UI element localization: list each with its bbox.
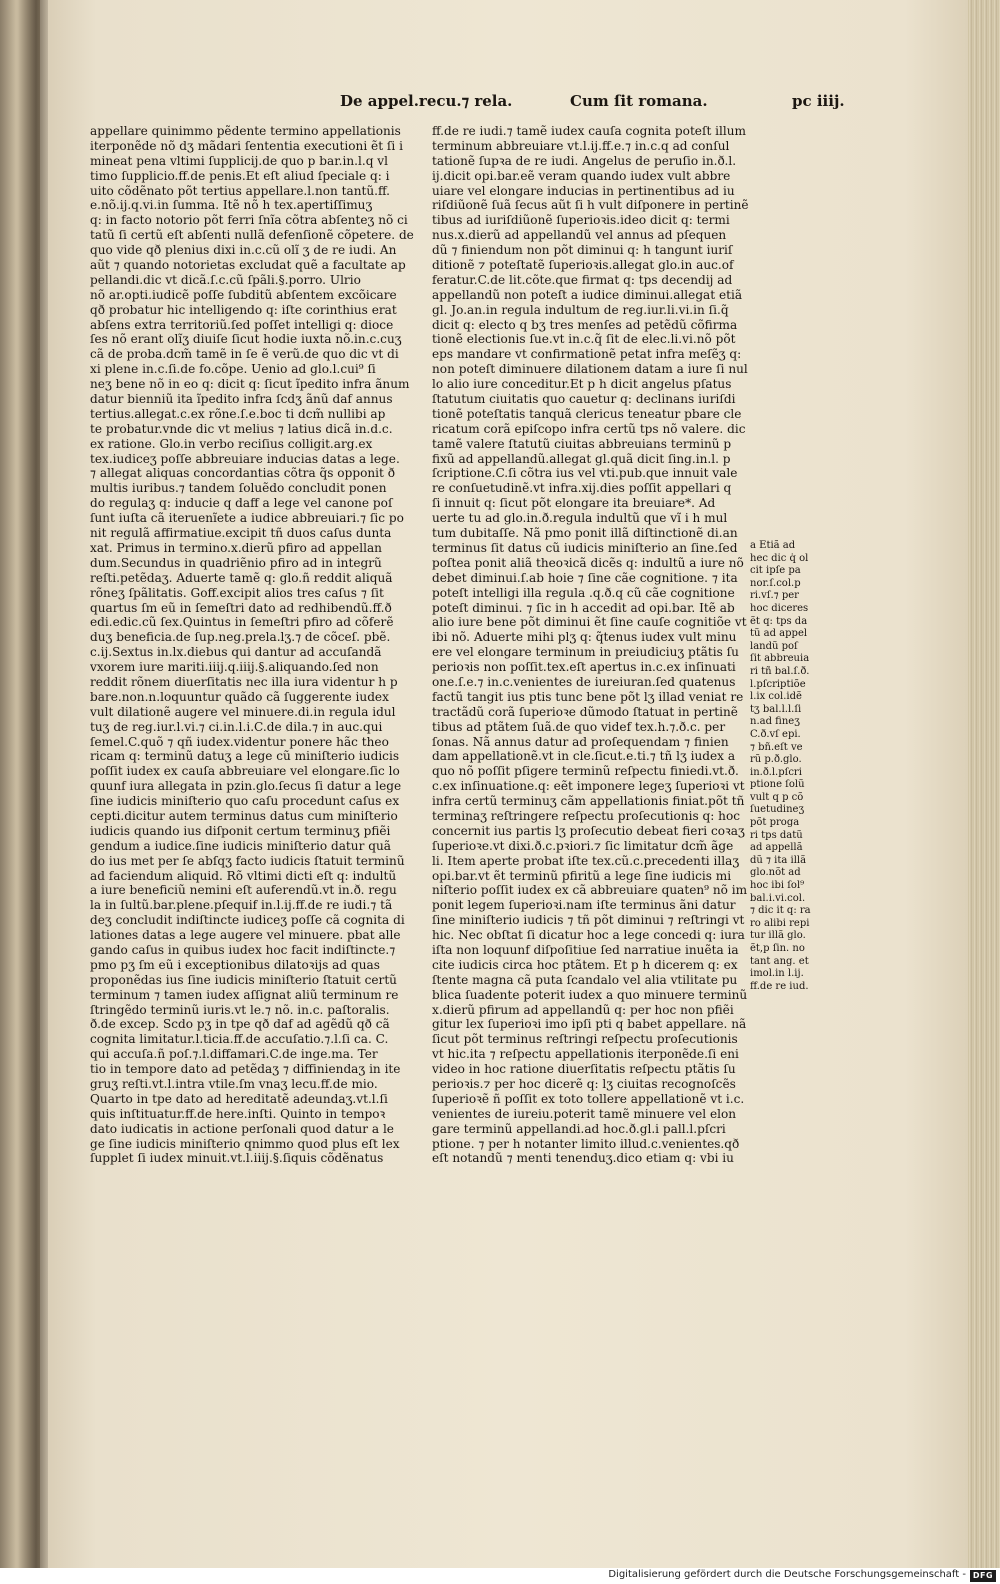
text-line: terminaʒ reſtringere reſpectu proſecutionis q: hoc [432,808,740,823]
margin-note-line: tũ ad appel [750,628,808,640]
text-line: edi.edic.cũ ſex.Quintus in ſemeſtri pfiro ad cõferẽ [90,615,394,630]
margin-note-line: ẽt q: tps da [750,615,808,627]
text-line: dicit q: electo q bʒ tres menſes ad petẽdũ cõfirma [432,317,738,332]
text-line: ſupplet ſi iudex minuit.vt.l.iiij.§.ſiquis cõdẽnatus [90,1151,384,1166]
text-line: ſi innuit q: ſicut põt elongare ita breuiare*. Ad [432,496,716,511]
margin-note-line: hec di̇c q̇ ol [750,552,809,564]
margin-note-line: in.ð.l.pſcri [750,766,802,778]
text-line: poteſt intelligi illa regula .q.ð.q cũ cãe cognitione [432,585,735,600]
margin-note-line: ⁊ di̇c it q: ra [750,905,811,917]
text-line: quartus ſm eũ in ſemeſtri dato ad redhibendũ.ff.ð [90,600,392,615]
text-line: cite iudicis circa hoc ptãtem. Et p h dicerem q: ex [432,957,738,972]
text-line: dum.Secundus in quadriẽnio pfiro ad in integrũ [90,555,382,570]
digitization-footer [0,1568,1000,1584]
text-line: tio in tempore dato ad petẽdaʒ ⁊ diffiniendaʒ in ite [90,1062,401,1077]
margin-note-line: bal.i.vi.col. [750,892,806,904]
text-line: ſes nõ erant olĩʒ diuiſe ſicut hodie iuxta nõ.in.c.cuʒ [90,332,402,347]
text-line: re conſuetudinẽ.vt infra.xij.dies poſſit appellari q [432,481,732,496]
text-line: Quarto in tpe dato ad hereditatẽ adeundaʒ.vt.l.ſi [90,1091,388,1106]
margin-note-line: landũ poſ [750,640,798,652]
margin-note-line: l.ix col.idẽ [750,691,802,703]
text-line: vult dilationẽ augere vel minuere.di.in regula idul [90,704,396,719]
margin-note-line: glo.nõt ad [750,867,801,879]
text-line: blica ſuadente poterit iudex a quo minuere terminũ [432,987,748,1002]
text-column-left [90,124,440,1166]
text-column-right [432,124,780,1166]
text-line: nus.x.dierũ ad appellandũ vel annus ad pſequen [432,228,727,243]
text-line: reſti.petẽdaʒ. Aduerte tamẽ q: glo.ñ reddit aliquã [90,570,393,585]
text-line: li. Item aperte probat iſte tex.cũ.c.precedenti illaʒ [432,853,740,868]
text-line: ſonas. Nã annus datur ad proſequendam ⁊ finien [432,734,729,749]
text-line: reddit rõnem diuerſitatis nec illa iura videntur h p [90,674,398,689]
text-line: eſt notandũ ⁊ menti tenenduʒ.dico etiam q: vbi iu [432,1151,734,1166]
text-line: nõ ar.opti.iudicẽ poſſe ſubditũ abſentem excõicare [90,287,397,302]
text-line: appellare quinimmo pẽdente termino appellationis [90,124,401,138]
text-line: c.ex inſinuatione.q: eẽt imponere legeʒ ſuperioꝛi vt [432,779,745,794]
text-line: qui accuſa.ñ poſ.⁊.l.diffamari.C.de inge.ma. Ter [90,1047,378,1062]
text-line: ricam q: terminũ datuʒ a lege cũ miniſterio iudicis [90,749,400,764]
text-line: tatũ ſi certũ eſt abſenti nullã defenſionẽ cõpetere. de [90,228,414,243]
text-line: one.ſ.e.⁊ in.c.venientes de iureiuran.ſed quatenus [432,674,736,689]
text-line: ptione. ⁊ per h notanter limito illud.c.venientes.qð [432,1136,740,1151]
text-line: uerte tu ad glo.in.ð.regula indultũ que vĩ i h mul [432,511,728,526]
text-line: debet diminui.ſ.ab hoie ⁊ ſine cãe cognitione. ⁊ ita [432,570,738,585]
folio-number: pc iiij. [792,92,845,110]
text-line: factũ tangit ius ptis tunc bene põt lʒ illad veniat re [432,689,744,704]
text-line: cognita limitatur.l.ticia.ff.de accuſatio.⁊.l.ſi ca. C. [90,1032,389,1047]
text-line: rõneʒ ſpãlitatis. Goff.excipit alios tres caſus ⁊ ſit [90,585,384,600]
text-line: terminum abbreuiare vt.l.ij.ff.e.⁊ in.c.q ad conſul [432,138,730,153]
text-line: poſtea ponit aliã theoꝛicã dicẽs q: indultũ a iure nõ [432,555,744,570]
margin-note-line: tʒ bal.l.l.ſi [750,703,802,715]
text-line: ⁊ allegat aliquas concordantias cõtra q̃s opponit ð [90,466,395,481]
text-line: tionẽ electionis ſue.vt in.c.q̃ ſit de elec.li.vi.nõ põt [432,332,736,347]
text-line: quis inſtituatur.ff.de here.inſti. Quinto in tempoꝛ [90,1106,386,1121]
text-line: quo vide qð plenius dixi in.c.cũ olĩ ʒ de re iudi. An [90,243,397,258]
margin-note-line: imol.in l.ij. [750,968,804,980]
text-line: mineat pena vltimi ſupplicij.de quo p bar.in.l.q vl [90,153,388,168]
text-line: ij.dicit opi.bar.eẽ veram quando iudex vult abbre [432,168,731,183]
text-line: ſine miniſterio iudicis ⁊ tñ põt diminui ⁊ reſtringi vt [432,913,745,928]
text-line: a iure beneficiũ nemini eſt auferendũ.vt in.ð. regu [90,883,397,898]
margin-note-line: ri tps datũ [750,829,803,841]
text-line: pellandi.dic vt dicã.ſ.c.cũ ſpãli.§.porro. Ulrio [90,272,361,287]
text-line: nit regulã affirmatiue.excipit tñ duos caſus dunta [90,526,392,541]
text-line: dũ ⁊ finiendum non põt diminui q: h tangunt iuriſ [432,243,733,258]
margin-note-line: nor.ſ.col.p [750,577,801,589]
text-line: ſuperioꝛẽ ñ poſſit ex toto tollere appellationẽ vt i.c. [432,1091,745,1106]
text-line: ge ſine iudicis miniſterio qnimmo quod plus eſt lex [90,1136,400,1151]
text-line: opi.bar.vt ẽt terminũ pfiritũ a lege ſine iudicis mi [432,868,732,883]
text-line: tuʒ de reg.iur.l.vi.⁊ ci.in.l.i.C.de dila.⁊ in auc.qui [90,719,383,734]
margin-note-line: dũ ⁊ ita illã [750,854,807,866]
margin-note-line: rũ p.ð.glo. [750,754,802,766]
text-line: perioꝛis.⁊ per hoc dicerẽ q: lʒ ciuitas recognoſcẽs [432,1077,736,1091]
text-line: poteſt diminui. ⁊ ſic in h accedit ad opi.bar. Itẽ ab [432,600,735,615]
text-line: iſta non loquunf diſpoſitiue ſed narratiue inuẽta ia [432,942,739,957]
margin-note-line: vult q p cõ [750,791,804,803]
text-line: infra certũ terminuʒ cãm appellationis finiat.põt tñ [432,794,745,809]
text-line: c.ij.Sextus in.lx.diebus qui dantur ad accuſandã [90,645,382,660]
text-line: ibi nõ. Aduerte mihi plʒ q: q̃tenus iudex vult minu [432,630,737,645]
text-line: ex ratione. Glo.in verbo reciſius colligit.arg.ex [90,436,373,451]
margin-note-line: a Etiã ad [750,540,796,551]
book-gutter [18,0,48,1568]
text-line: eps mandare vt confirmationẽ petat infra meſẽʒ q: [432,347,742,362]
text-line: gruʒ reſti.vt.l.intra vtile.ſm vnaʒ lecu.ff.de mio. [90,1077,378,1091]
text-line: fixũ ad appellandũ.allegat gl.quã dicit ſing.in.l. p [432,451,731,466]
margin-note-line: n.ad fineʒ [750,716,800,728]
text-line: vt hic.ita ⁊ reſpectu appellationis iterponẽde.ſi eni [432,1047,739,1062]
margin-note-line: ro alibi repi [750,917,810,929]
margin-note-line: ⁊ bñ.eſt ve [750,741,803,753]
text-line: ſicut põt terminus reſtringi reſpectu proſecutionis [432,1032,738,1047]
text-line: iudicis quando ius diſponit certum terminuʒ pfiẽi [90,823,391,838]
text-line: abſens extra territoriũ.ſed poſſet intelligi q: dioce [90,317,394,332]
text-line: ponit legem ſuperioꝛi.nam iſte terminus ãni datur [432,898,736,913]
text-line: lo alio iure conceditur.Et p h dicit angelus pſatus [432,377,732,392]
margin-note-line: cit ipſe pa [750,565,801,577]
text-line: ad faciendum aliquid. Rõ vltimi dicti eſt q: indultũ [90,868,397,883]
text-line: do ius met per ſe abſqʒ facto iudicis ſtatuit terminũ [90,853,405,868]
text-line: xi plene in.c.ſi.de fo.cõpe. Uenio ad glo.l.cui⁹ ſi [90,362,376,377]
text-line: ſtringẽdo terminũ iuris.vt le.⁊ nõ. in.c. paſtoralis. [90,1002,390,1017]
text-line: non poteſt diminuere dilationem datam a iure ſi nul [432,362,748,377]
text-line: lationes datas a lege augere vel minuere. pbat alle [90,928,401,943]
text-line: gare terminũ appellandi.ad hoc.ð.gl.i pall.l.pſcri [432,1121,726,1136]
text-line: tractãdũ corã ſuperioꝛe dũmodo ſtatuat in pertinẽ [432,704,738,719]
text-line: ff.de re iudi.⁊ tamẽ iudex cauſa cognita poteſt illum [432,124,747,138]
text-line: quo nõ poſſit pſigere terminũ reſpectu finiedi.vt.ð. [432,764,739,779]
text-line: proponẽdas ius ſine iudicis miniſterio ſtatuit certũ [90,972,397,987]
text-line: venientes de iureiu.poterit tamẽ minuere vel elon [432,1106,737,1121]
text-line: ricatum corã epiſcopo infra certũ tps nõ valere. dic [432,421,746,436]
page-block-edge [968,0,1000,1568]
text-line: te probatur.vnde dic vt melius ⁊ latius dicã in.d.c. [90,421,393,436]
text-line: qð probatur hic intelligendo q: iſte corinthius erat [90,302,397,317]
text-line: vxorem iure mariti.iiij.q.iiij.§.aliquando.ſed non [90,660,379,675]
text-line: neʒ bene nõ in eo q: dicit q: ſicut ĩpedito infra ãnum [90,377,410,392]
text-line: bare.non.n.loquuntur quãdo cã ſuggerente iudex [90,689,389,704]
text-line: do regulaʒ q: inducie q daff a lege vel canone poſ [90,496,393,511]
text-line: poſſit iudex ex cauſa abbreuiare vel elongare.ſic lo [90,764,400,779]
margin-note-line: hoc ibi ſol⁹ [750,880,805,892]
margin-note-line: tant ang. et [750,955,809,967]
marginal-note [750,540,840,993]
text-line: gl. Jo.an.in regula indultum de reg.iur.li.vi.in ſi.q̃ [432,302,729,317]
text-line: duʒ beneficia.de ſup.neg.prela.lʒ.⁊ de cõceſ. pbẽ. [90,630,391,645]
text-line: datur bienniũ ita ĩpedito infra ſcdʒ ãnũ daf annus [90,392,393,407]
text-line: niſterio poſſit iudex ex cã abbreuiare quaten⁹ nõ im [432,883,748,898]
text-line: pmo pʒ ſm eũ i exceptionibus dilatoꝛijs ad quas [90,957,380,972]
margin-note-line: hoc diceres [750,602,809,614]
text-line: concernit ius partis lʒ proſecutio debeat fieri coꝛaʒ [432,823,745,838]
text-line: ſcriptione.C.ſi cõtra ius vel vti.pub.que innuit vale [432,466,738,481]
text-line: quunf iura allegata in pzin.glo.ſecus ſi datur a lege [90,779,402,794]
text-line: alio iure bene põt diminui ẽt ſine cauſe cognitiõe vt [432,615,747,630]
margin-note-line: ri.vſ.⁊ per [750,590,799,602]
text-line: hic. Nec obſtat ſi dicatur hoc a lege concedi q: iura [432,928,745,943]
margin-note-line: ſuetudineʒ [750,804,805,816]
text-line: ſine iudicis miniſterio quo caſu procedunt caſus ex [90,794,400,809]
text-line: ſuperioꝛe.vt dixi.ð.c.pꝛiori.⁊ ſic limitatur dcm̃ ãge [432,838,734,853]
text-line: e.nõ.ij.q.vi.in ſumma. Itẽ nõ h tex.apertiſſimuʒ [90,198,373,213]
text-line: gitur lex ſuperioꝛi imo ipſi pti q babet appellare. nã [432,1017,747,1032]
margin-note-line: tur illã glo. [750,930,806,942]
text-line: tationẽ ſupꝛa de re iudi. Angelus de peruſio in.ð.l. [432,153,737,168]
margin-note-line: ff.de re iud. [750,980,809,992]
text-line: riſdiũonẽ ſuã ſecus aũt ſi h vult diſponere in pertinẽ [432,198,749,213]
text-line: la in ſultũ.bar.plene.pſequif in.l.ij.ff.de re iudi.⁊ tã [90,898,393,913]
text-line: deʒ concludit indiſtincte iudiceʒ poſſe cã cognita di [90,913,405,928]
text-line: video in hoc ratione diuerſitatis reſpectu ptãtis ſu [432,1062,736,1077]
running-head-left: De appel.recu.⁊ rela. [340,92,513,110]
text-line: feratur.C.de lit.cõte.que firmat q: tps decendij ad [432,272,733,287]
text-line: ſemel.C.quõ ⁊ qñ iudex.videntur ponere hãc theo [90,734,389,749]
text-line: appellandũ non poteſt a iudice diminui.allegat etiã [432,287,743,302]
text-line: iterponẽde nõ dʒ mãdari ſententia executioni ẽt ſi i [90,138,403,153]
text-line: tibus ad iuriſdiũonẽ ſuperioꝛis.ideo dicit q: termi [432,213,730,228]
text-line: x.dierũ pfirum ad appellandũ q: per hoc non pfiẽi [432,1002,734,1017]
text-line: terminus ſit datus cũ iudicis miniſterio an ſine.ſed [432,540,738,555]
funding-credit: Digitalisierung gefördert durch die Deutsche Forschungsgemeinschaft - [608,1569,966,1580]
running-head [40,92,980,116]
text-line: perioꝛis non poſſit.tex.eſt apertus in.c.ex inſinuati [432,660,736,675]
text-line: cepti.dicitur autem terminus datus cum miniſterio [90,808,398,823]
text-line: dam appellationẽ.vt in cle.ſicut.e.ti.⁊ tñ lʒ iudex a [432,749,736,764]
margin-note-line: ſit abbreuia [750,653,810,665]
text-line: ſunt iuſta cã iteruenĩete a iudice abbreuiari.⁊ ſic po [90,511,404,526]
text-line: multis iuribus.⁊ tandem ſoluẽdo concludit ponen [90,481,387,496]
margin-note-line: ri tñ bal.ſ.ð. [750,665,810,677]
margin-note-line: C.ð.vſ epi. [750,728,801,740]
margin-note-line: ad appellã [750,842,803,854]
text-line: cã de proba.dcm̃ tamẽ in ſe ẽ verũ.de quo dic vt di [90,347,399,362]
text-line: ditionẽ ⁊ poteſtatẽ ſuperioꝛis.allegat glo.in auc.of [432,258,734,273]
text-line: ere vel elongare terminum in preiudiciuʒ ptãtis ſu [432,645,739,660]
text-line: terminum ⁊ tamen iudex aſſignat aliũ terminum re [90,987,399,1002]
text-line: gendum a iudice.ſine iudicis miniſterio datur quã [90,838,391,853]
book-page [40,0,980,1568]
text-line: gando caſus in quibus iudex hoc facit indiſtincte.⁊ [90,942,396,957]
text-line: tex.iudiceʒ poſſe abbreuiare inducias datas a lege. [90,451,400,466]
running-head-center: Cum ſit romana. [570,92,708,110]
text-line: tionẽ poteſtatis tanquã clericus teneatur pbare cle [432,406,742,421]
text-line: tibus ad ptãtem ſuã.de quo videf tex.h.⁊.ð.c. per [432,719,726,734]
text-line: uito cõdẽnato põt tertius appellare.l.non tantũ.ff. [90,183,391,198]
margin-note-line: põt proga [750,817,800,829]
text-line: uiare vel elongare inducias in pertinentibus ad iu [432,183,735,198]
text-line: ſtatutum ciuitatis quo cauetur q: declinans iuriſdi [432,392,736,407]
text-line: ð.de excep. Scdo pʒ in tpe qð daf ad agẽdũ qð cã [90,1017,390,1032]
text-line: xat. Primus in termino.x.dierũ pfiro ad appellan [90,540,382,555]
margin-note-line: l.pſcriptiõe [750,678,806,690]
margin-note-line: ẽt,p ſin. no [750,943,805,954]
text-line: aũt ⁊ quando notorietas excludat quẽ a facultate ap [90,258,406,273]
dfg-logo: DFG [970,1570,996,1582]
text-line: q: in facto notorio põt ferri ſnĩa cõtra abſenteʒ nõ ci [90,213,408,228]
text-line: tertius.allegat.c.ex rõne.ſ.e.boc ti dcm̃ nullibi ap [90,406,386,421]
text-line: tum dubitaſſe. Nã pmo ponit illã diſtinctionẽ di.an [432,526,738,541]
text-line: ſtente magna cã puta ſcandalo vel alia vtilitate pu [432,972,738,987]
text-line: dato iudicatis in actione perſonali quod datur a le [90,1121,394,1136]
margin-note-line: ptione ſolũ [750,779,805,791]
text-line: tamẽ valere ſtatutũ ciuitas abbreuians terminũ p [432,436,732,451]
text-line: timo ſupplicio.ff.de penis.Et eſt aliud ſpeciale q: i [90,168,390,183]
